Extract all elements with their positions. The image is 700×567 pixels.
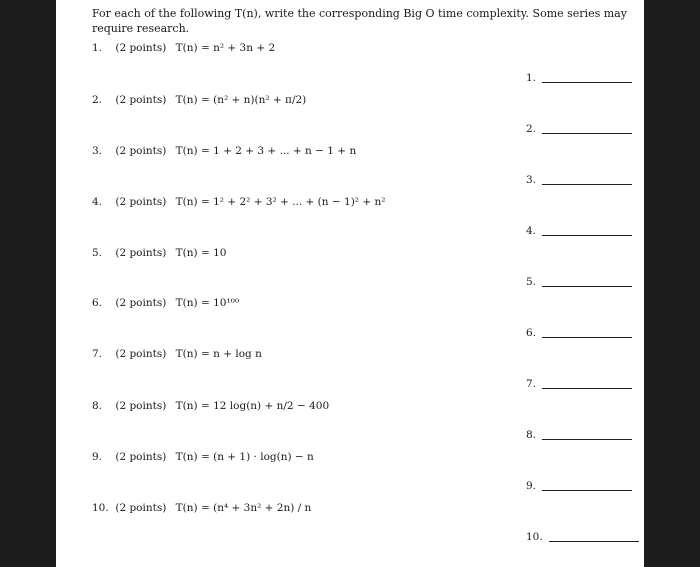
question-expression: T(n) = (n⁴ + 3n² + 2n) / n — [175, 502, 312, 514]
question-points: (2 points) — [115, 348, 167, 360]
answer-label: 10. — [526, 531, 543, 543]
question-expression: T(n) = 1² + 2² + 3² + ... + (n − 1)² + n² — [175, 196, 386, 208]
question-9 — [92, 451, 314, 463]
answer-label: 7. — [526, 378, 537, 390]
answer-6[interactable] — [526, 327, 632, 339]
question-number: 9. — [92, 451, 103, 463]
question-number: 6. — [92, 297, 103, 309]
question-points: (2 points) — [115, 94, 167, 106]
question-number: 10. — [92, 502, 109, 514]
answer-label: 8. — [526, 429, 537, 441]
answer-blank-line[interactable] — [542, 286, 632, 287]
question-3 — [92, 145, 356, 157]
answer-label: 9. — [526, 480, 537, 492]
answer-label: 6. — [526, 327, 537, 339]
answer-label: 1. — [526, 72, 537, 84]
question-expression: T(n) = n + log n — [175, 348, 262, 360]
answer-5[interactable] — [526, 276, 632, 288]
question-7 — [92, 348, 262, 360]
question-number: 8. — [92, 400, 103, 412]
answer-10[interactable] — [526, 531, 639, 543]
answer-8[interactable] — [526, 429, 632, 441]
worksheet-page — [56, 0, 644, 567]
question-6 — [92, 297, 239, 309]
question-5 — [92, 247, 226, 259]
question-expression: T(n) = 10 — [175, 247, 227, 259]
answer-label: 4. — [526, 225, 537, 237]
question-points: (2 points) — [115, 400, 167, 412]
question-points: (2 points) — [115, 451, 167, 463]
answer-3[interactable] — [526, 174, 632, 186]
question-points: (2 points) — [115, 42, 167, 54]
question-points: (2 points) — [115, 502, 167, 514]
question-expression: T(n) = 10¹⁰⁰ — [175, 297, 240, 309]
answer-blank-line[interactable] — [542, 82, 632, 83]
answer-blank-line[interactable] — [542, 133, 632, 134]
answer-2[interactable] — [526, 123, 632, 135]
answer-label: 3. — [526, 174, 537, 186]
answer-blank-line[interactable] — [542, 184, 632, 185]
question-expression: T(n) = n² + 3n + 2 — [175, 42, 276, 54]
question-points: (2 points) — [115, 297, 167, 309]
answer-blank-line[interactable] — [542, 388, 632, 389]
question-2 — [92, 94, 306, 106]
answer-4[interactable] — [526, 225, 632, 237]
question-10 — [92, 502, 311, 514]
answer-9[interactable] — [526, 480, 632, 492]
question-number: 2. — [92, 94, 103, 106]
question-number: 7. — [92, 348, 103, 360]
question-4 — [92, 196, 385, 208]
answer-blank-line[interactable] — [542, 337, 632, 338]
answer-7[interactable] — [526, 378, 632, 390]
answer-blank-line[interactable] — [549, 541, 639, 542]
question-points: (2 points) — [115, 196, 167, 208]
question-1 — [92, 42, 275, 54]
question-number: 4. — [92, 196, 103, 208]
instructions: For each of the following T(n), write the corresponding Big O time complexity. Some series may require research. — [92, 7, 627, 35]
question-points: (2 points) — [115, 145, 167, 157]
question-expression: T(n) = (n + 1) · log(n) − n — [175, 451, 314, 463]
question-expression: T(n) = 1 + 2 + 3 + ... + n − 1 + n — [175, 145, 357, 157]
question-expression: T(n) = 12 log(n) + n/2 − 400 — [175, 400, 330, 412]
question-8 — [92, 400, 329, 412]
question-expression: T(n) = (n² + n)(n² + π/2) — [175, 94, 307, 106]
answer-1[interactable] — [526, 72, 632, 84]
answer-blank-line[interactable] — [542, 490, 632, 491]
question-number: 5. — [92, 247, 103, 259]
answer-label: 2. — [526, 123, 537, 135]
question-points: (2 points) — [115, 247, 167, 259]
answer-blank-line[interactable] — [542, 235, 632, 236]
question-number: 3. — [92, 145, 103, 157]
answer-blank-line[interactable] — [542, 439, 632, 440]
answer-label: 5. — [526, 276, 537, 288]
question-number: 1. — [92, 42, 103, 54]
